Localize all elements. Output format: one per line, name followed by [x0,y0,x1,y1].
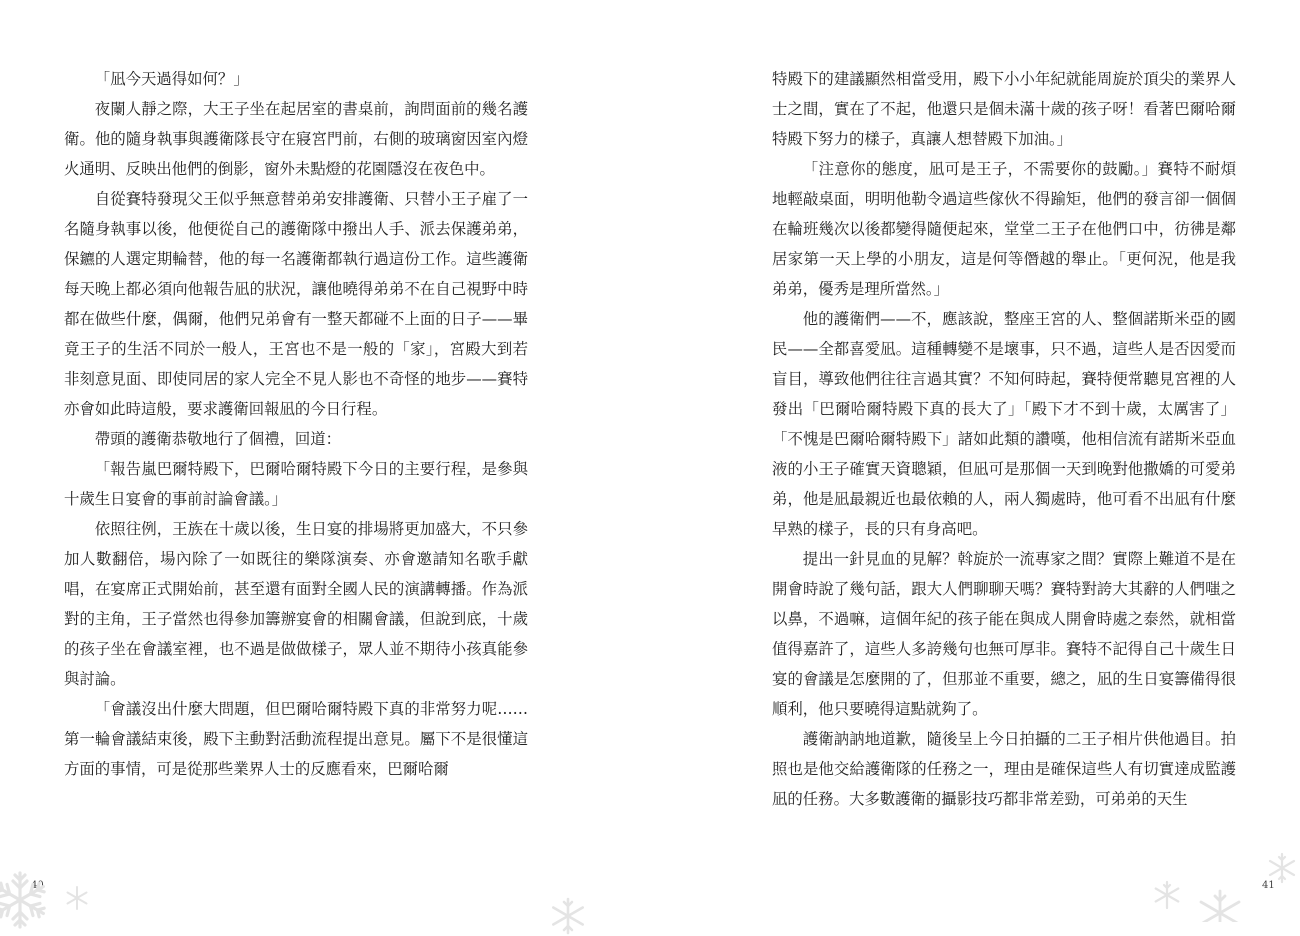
paragraph: 夜闌人靜之際，大王子坐在起居室的書桌前，詢問面前的幾名護衛。他的隨身執事與護衛隊長守在寢宮門前，右側的玻璃窗因室內燈火通明、反映出他們的倒影，窗外未點燈的花園隱沒在夜色中。 [64,100,528,178]
paragraph: 「注意你的態度，凪可是王子，不需要你的鼓勵。」賽特不耐煩地輕敲桌面，明明他勒令過這些傢伙不得踰矩，他們的發言卻一個個在輪班幾次以後都變得隨便起來，堂堂二王子在他們口中，彷彿是鄰居家第一天上學的小朋友，這是何等僭越的舉止。「更何況，他是我弟弟，優秀是理所當然。」 [772,160,1236,298]
snowflake-icon [1152,880,1182,910]
snowflake-icon [548,896,588,936]
paragraph: 「會議沒出什麼大問題，但巴爾哈爾特殿下真的非常努力呢……第一輪會議結束後，殿下主動對活動流程提出意見。屬下不是很懂這方面的事情，可是從那些業界人士的反應看來，巴爾哈爾 [64,700,528,778]
right-page-text [772,64,1236,814]
paragraph: 「報告嵐巴爾特殿下，巴爾哈爾特殿下今日的主要行程，是參與十歲生日宴會的事前討論會議。」 [64,460,528,508]
paragraph: 依照往例，王族在十歲以後，生日宴的排場將更加盛大，不只參加人數翻倍，場內除了一如既往的樂隊演奏、亦會邀請知名歌手獻唱，在宴席正式開始前，甚至還有面對全國人民的演講轉播。作為派對的主角，王子當然也得參加籌辦宴會的相關會議，但說到底，十歲的孩子坐在會議室裡，也不過是做做樣子，眾人並不期待小孩真能參與討論。 [64,520,528,688]
right-page [650,0,1300,922]
page-number: 41 [1262,880,1275,891]
paragraph: 帶頭的護衛恭敬地行了個禮，回道： [94,430,342,448]
left-page-text [64,64,528,784]
paragraph: 提出一針見血的見解？斡旋於一流專家之間？實際上難道不是在開會時說了幾句話，跟大人們聊聊天嗎？賽特對誇大其辭的人們嗤之以鼻，不過嘛，這個年紀的孩子能在與成人開會時處之泰然，就相當值得嘉許了，這些人多誇幾句也無可厚非。賽特不記得自己十歲生日宴的會議是怎麼開的了，但那並不重要，總之，凪的生日宴籌備得很順利，他只要曉得這點就夠了。 [772,550,1236,718]
snowflake-icon [0,868,52,932]
snowflake-icon [1195,888,1245,922]
left-page [0,0,650,922]
page-number: 40 [31,880,44,891]
paragraph: 他的護衛們——不，應該說，整座王宮的人、整個諾斯米亞的國民——全都喜愛凪。這種轉變不是壞事，只不過，這些人是否因愛而盲目，導致他們往往言過其實？不知何時起，賽特便常聽見宮裡的人發出「巴爾哈爾特殿下真的長大了」「殿下才不到十歲，太厲害了」「不愧是巴爾哈爾特殿下」諸如此類的讚嘆，他相信流有諾斯米亞血液的小王子確實天資聰穎，但凪可是那個一天到晚對他撒嬌的可愛弟弟，他是凪最親近也最依賴的人，兩人獨處時，他可看不出凪有什麼早熟的樣子，長的只有身高吧。 [772,310,1236,538]
paragraph: 特殿下的建議顯然相當受用，殿下小小年紀就能周旋於頂尖的業界人士之間，實在了不起，他還只是個未滿十歲的孩子呀！看著巴爾哈爾特殿下努力的樣子，真讓人想替殿下加油。」 [772,70,1236,148]
paragraph: 自從賽特發現父王似乎無意替弟弟安排護衛、只替小王子雇了一名隨身執事以後，他便從自己的護衛隊中撥出人手、派去保護弟弟，保鑣的人選定期輪替，他的每一名護衛都執行過這份工作。這些護衛每天晚上都必須向他報告凪的狀況，讓他曉得弟弟不在自己視野中時都在做些什麼，偶爾，他們兄弟會有一整天都碰不上面的日子——畢竟王子的生活不同於一般人，王宮也不是一般的「家」，宮殿大到若非刻意見面、即使同居的家人完全不見人影也不奇怪的地步——賽特亦會如此時這般，要求護衛回報凪的今日行程。 [64,190,528,418]
paragraph: 「凪今天過得如何？」 [94,70,249,88]
snowflake-icon [64,885,90,911]
paragraph: 護衛訥訥地道歉，隨後呈上今日拍攝的二王子相片供他過目。拍照也是他交給護衛隊的任務之一，理由是確保這些人有切實達成監護凪的任務。大多數護衛的攝影技巧都非常差勁，可弟弟的天生 [772,730,1236,808]
